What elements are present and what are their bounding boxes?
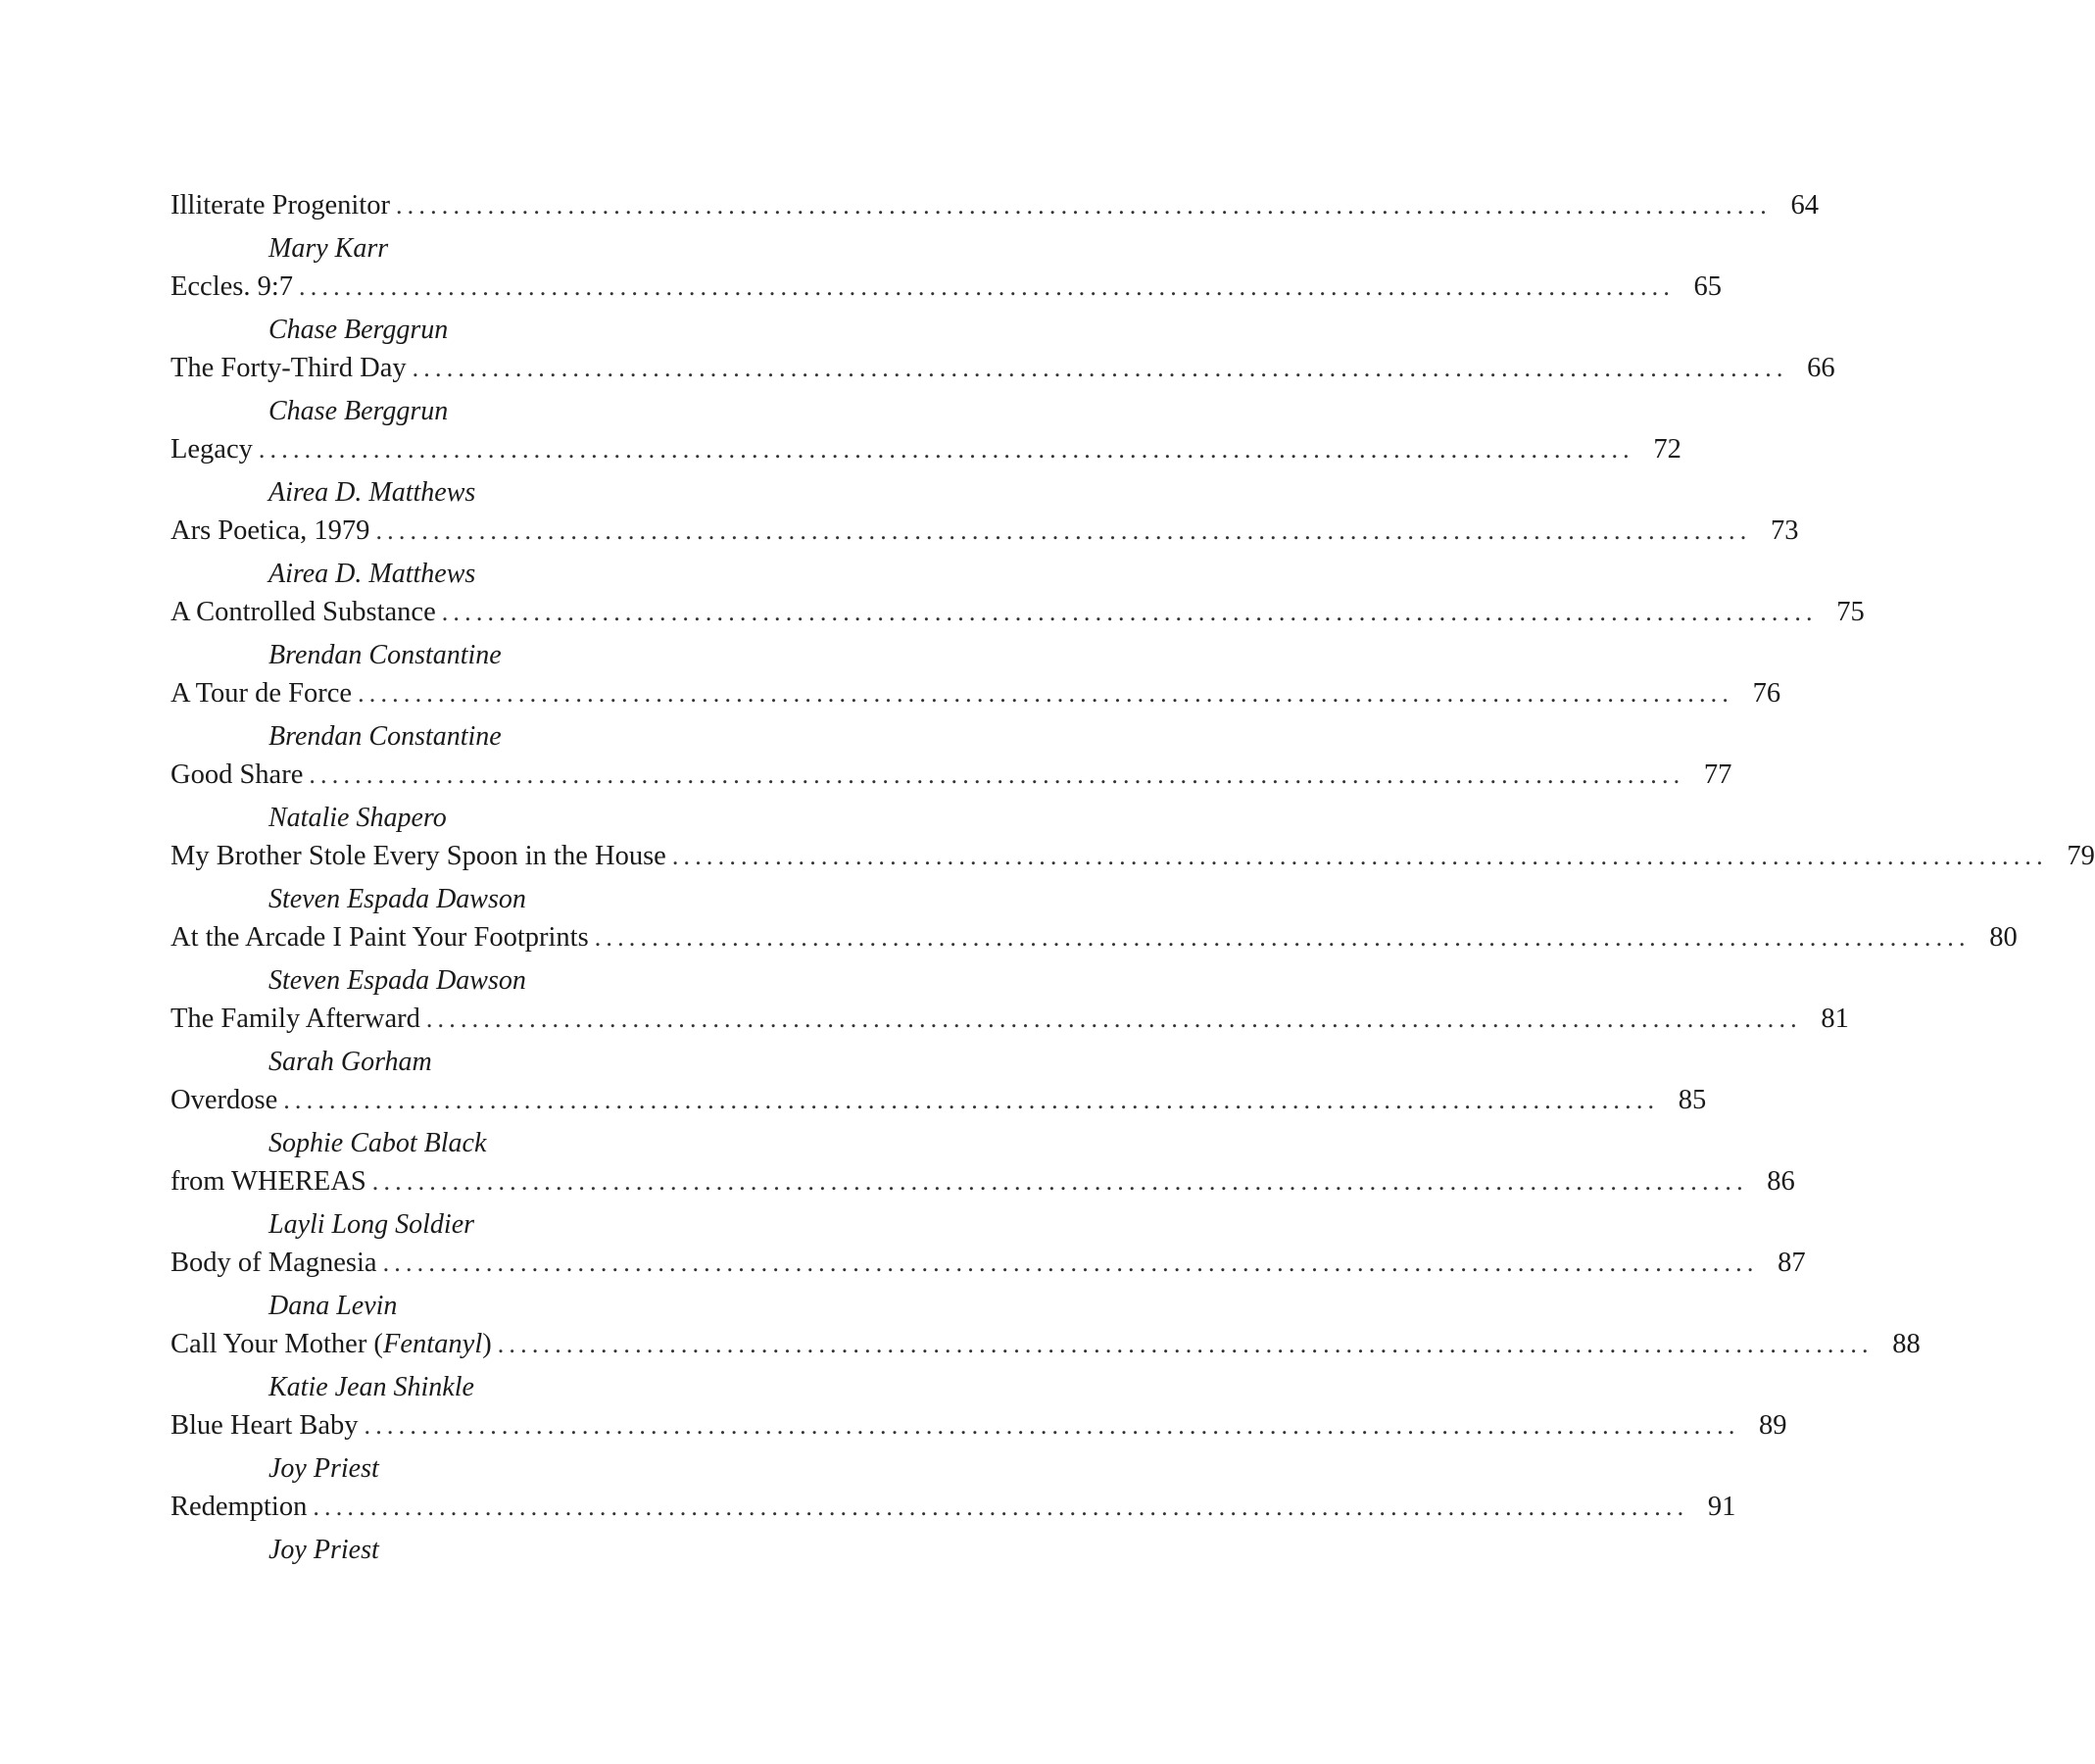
- toc-title-text: Call Your Mother (: [171, 1329, 383, 1359]
- toc-entry: [171, 186, 1819, 268]
- dot-leader: ........................................................................................................................: [382, 1249, 1759, 1277]
- toc-author: Steven Espada Dawson: [268, 965, 526, 996]
- toc-title-line: [171, 1488, 1736, 1527]
- toc-title-text: My Brother Stole Every Spoon in the House: [171, 841, 666, 871]
- toc-page-number: 72: [1653, 434, 1681, 465]
- toc-entry: [171, 1325, 1921, 1406]
- dot-leader: ........................................................................................................................: [283, 1086, 1660, 1114]
- dot-leader: ........................................................................................................................: [364, 1411, 1740, 1440]
- toc-title-text: Redemption: [171, 1492, 308, 1522]
- toc-title-line: [171, 1244, 1806, 1283]
- toc-entry: [171, 918, 2018, 1000]
- toc-title-text: from WHEREAS: [171, 1166, 366, 1197]
- toc-author: Brendan Constantine: [268, 640, 502, 670]
- toc-title: [171, 1325, 498, 1364]
- toc-title-text: Good Share: [171, 760, 304, 790]
- toc-page-number: 81: [1821, 1004, 1849, 1034]
- toc-page-number: 65: [1693, 271, 1723, 302]
- toc-entry: [171, 1406, 1787, 1488]
- toc-author: Steven Espada Dawson: [268, 884, 526, 914]
- toc-title-text: The Forty-Third Day: [171, 353, 407, 383]
- dot-leader: ........................................................................................................................: [594, 923, 1971, 952]
- toc-page-number: 85: [1678, 1085, 1707, 1115]
- toc-title: [171, 837, 672, 876]
- toc-author: Airea D. Matthews: [268, 477, 476, 508]
- toc-title-line: [171, 756, 1732, 795]
- toc-entry: [171, 430, 1681, 512]
- toc-title: [171, 186, 396, 225]
- toc-entry: [171, 756, 1732, 837]
- toc-title: [171, 512, 375, 551]
- toc-entry: [171, 349, 1835, 430]
- toc-title-text: Legacy: [171, 434, 253, 465]
- dot-leader: ........................................................................................................................: [671, 842, 2048, 870]
- toc-page-number: 88: [1892, 1329, 1921, 1359]
- toc-title-text: At the Arcade I Paint Your Footprints: [171, 922, 589, 953]
- toc-author: Brendan Constantine: [268, 721, 502, 752]
- toc-title-text: Blue Heart Baby: [171, 1410, 359, 1441]
- toc-title: [171, 349, 413, 388]
- toc-author: Chase Berggrun: [268, 315, 449, 345]
- dot-leader: ........................................................................................................................: [441, 598, 1818, 626]
- toc-title-text: Illiterate Progenitor: [171, 190, 390, 220]
- dot-leader: ........................................................................................................................: [412, 354, 1788, 382]
- toc-title-line: [171, 1406, 1787, 1446]
- dot-leader: ........................................................................................................................: [313, 1493, 1689, 1521]
- toc-author: Airea D. Matthews: [268, 559, 476, 589]
- toc-author: Natalie Shapero: [268, 803, 447, 833]
- dot-leader: ........................................................................................................................: [309, 760, 1685, 789]
- toc-title-italic-text: Fentanyl: [382, 1329, 483, 1359]
- toc-title-suffix-text: ): [482, 1329, 492, 1359]
- toc-author: Joy Priest: [268, 1535, 379, 1565]
- toc-page-number: 75: [1836, 597, 1865, 627]
- toc-title: [171, 430, 259, 469]
- toc-title-text: The Family Afterward: [171, 1004, 420, 1034]
- toc-author: Dana Levin: [268, 1291, 398, 1321]
- toc-page-number: 64: [1790, 190, 1819, 220]
- dot-leader: ........................................................................................................................: [371, 1167, 1748, 1196]
- toc-title: [171, 1081, 283, 1120]
- toc-page-number: 91: [1707, 1492, 1736, 1522]
- table-of-contents: [171, 186, 2095, 1569]
- toc-title-line: [171, 674, 1781, 713]
- toc-page-number: 80: [1989, 922, 2018, 953]
- toc-page-number: 73: [1770, 515, 1799, 546]
- toc-title-text: Eccles. 9:7: [171, 271, 294, 302]
- toc-entry: [171, 1488, 1736, 1569]
- dot-leader: ........................................................................................................................: [497, 1330, 1874, 1358]
- toc-title-text: A Controlled Substance: [171, 597, 436, 627]
- toc-title-line: [171, 186, 1819, 225]
- toc-entry: [171, 512, 1799, 593]
- toc-author: Katie Jean Shinkle: [268, 1372, 474, 1402]
- toc-title-line: [171, 512, 1799, 551]
- toc-page-number: 66: [1807, 353, 1835, 383]
- toc-title: [171, 918, 595, 957]
- toc-author: Sophie Cabot Black: [268, 1128, 487, 1158]
- toc-title: [171, 1000, 426, 1039]
- toc-title-line: [171, 918, 2018, 957]
- toc-title: [171, 1162, 372, 1201]
- toc-entry: [171, 1000, 1849, 1081]
- dot-leader: ........................................................................................................................: [425, 1004, 1802, 1033]
- toc-page-number: 89: [1759, 1410, 1787, 1441]
- toc-page-number: 76: [1752, 678, 1781, 709]
- dot-leader: ........................................................................................................................: [395, 191, 1772, 220]
- toc-entry: [171, 1162, 1795, 1244]
- toc-title: [171, 1488, 313, 1527]
- toc-title-text: A Tour de Force: [171, 678, 353, 709]
- toc-title-line: [171, 268, 1723, 307]
- toc-title-text: Body of Magnesia: [171, 1248, 377, 1278]
- toc-entry: [171, 674, 1781, 756]
- toc-title: [171, 1406, 365, 1446]
- toc-title: [171, 674, 358, 713]
- toc-title-line: [171, 837, 2095, 876]
- toc-entry: [171, 268, 1723, 349]
- toc-title: [171, 1244, 383, 1283]
- toc-title-line: [171, 349, 1835, 388]
- toc-title-text: Overdose: [171, 1085, 278, 1115]
- toc-page-number: 87: [1778, 1248, 1806, 1278]
- toc-title: [171, 268, 299, 307]
- dot-leader: ........................................................................................................................: [299, 272, 1676, 301]
- toc-title-line: [171, 1081, 1707, 1120]
- toc-author: Sarah Gorham: [268, 1047, 432, 1077]
- dot-leader: ........................................................................................................................: [375, 516, 1752, 545]
- toc-entry: [171, 593, 1865, 674]
- toc-title-text: Ars Poetica, 1979: [171, 515, 370, 546]
- toc-page-number: 79: [2067, 841, 2095, 871]
- toc-title: [171, 756, 309, 795]
- toc-page-number: 77: [1703, 760, 1732, 790]
- toc-title-line: [171, 593, 1865, 632]
- dot-leader: ........................................................................................................................: [258, 435, 1634, 464]
- toc-title-line: [171, 1000, 1849, 1039]
- toc-author: Chase Berggrun: [268, 396, 449, 426]
- toc-title-line: [171, 1162, 1795, 1201]
- toc-title-line: [171, 1325, 1921, 1364]
- toc-author: Layli Long Soldier: [268, 1209, 475, 1240]
- toc-author: Joy Priest: [268, 1453, 379, 1484]
- toc-page-number: 86: [1767, 1166, 1795, 1197]
- toc-title: [171, 593, 442, 632]
- toc-author: Mary Karr: [268, 233, 389, 264]
- toc-entry: [171, 1244, 1806, 1325]
- toc-title-line: [171, 430, 1681, 469]
- dot-leader: ........................................................................................................................: [358, 679, 1734, 708]
- toc-entry: [171, 837, 2095, 918]
- toc-entry: [171, 1081, 1707, 1162]
